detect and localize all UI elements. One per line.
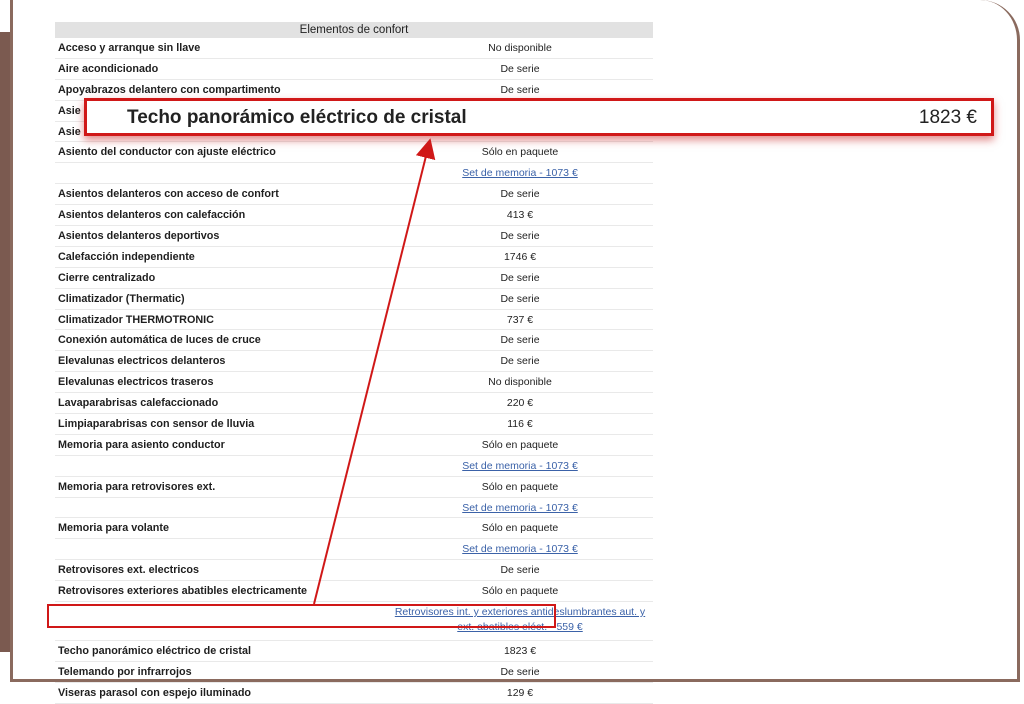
row-value: De serie: [500, 62, 540, 75]
package-link[interactable]: Set de memoria - 1073 €: [462, 501, 578, 514]
row-label: Techo panorámico eléctrico de cristal: [58, 645, 252, 658]
package-link[interactable]: Set de memoria - 1073 €: [462, 167, 578, 180]
row-value: 1746 €: [503, 250, 537, 263]
row-value: De serie: [500, 292, 540, 305]
row-value: De serie: [500, 665, 540, 678]
package-link[interactable]: Set de memoria - 1073 €: [462, 459, 578, 472]
row-label: Calefacción independiente: [58, 250, 195, 263]
row-value: De serie: [500, 83, 540, 96]
row-value: Sólo en paquete: [481, 438, 559, 451]
row-value: 116 €: [507, 418, 533, 431]
row-label: Elevalunas electricos delanteros: [58, 355, 226, 368]
package-link[interactable]: Set de memoria - 1073 €: [462, 543, 578, 556]
row-label: Cierre centralizado: [58, 271, 156, 284]
row-label: Lavaparabrisas calefaccionado: [58, 397, 219, 410]
row-label: Memoria para retrovisores ext.: [58, 480, 216, 493]
callout-title: Techo panorámico eléctrico de cristal: [127, 107, 467, 128]
row-label: Retrovisores exteriores abatibles electricamente: [58, 585, 308, 598]
row-label: Asiento del conductor con ajuste eléctrico: [58, 146, 276, 159]
row-label: Limpiaparabrisas con sensor de lluvia: [58, 418, 255, 431]
row-label: Elevalunas electricos traseros: [58, 376, 214, 389]
row-value: De serie: [500, 188, 540, 201]
row-value: De serie: [500, 230, 540, 243]
row-label: Telemando por infrarrojos: [58, 665, 192, 678]
row-label: Conexión automática de luces de cruce: [58, 334, 261, 347]
row-value: 737 €: [506, 313, 534, 326]
row-label: Asientos delanteros con acceso de confort: [58, 188, 279, 201]
row-value: De serie: [500, 564, 540, 577]
row-value: De serie: [500, 271, 540, 284]
row-value: De serie: [500, 334, 540, 347]
row-label: Asientos delanteros con calefacción: [58, 209, 246, 222]
row-label: Aire acondicionado: [58, 62, 159, 75]
row-label: Asie: [58, 125, 81, 138]
row-label: Asie: [58, 104, 81, 117]
row-value: No disponible: [488, 42, 552, 54]
row-value: 1823 €: [503, 645, 537, 658]
row-label: Asientos delanteros deportivos: [58, 230, 220, 243]
package-link[interactable]: Retrovisores int. y exteriores antideslumbrantes aut. y ext. abatibles eléct. - 559 €: [394, 606, 646, 634]
row-label: Viseras parasol con espejo iluminado: [58, 686, 252, 699]
row-label: Memoria para asiento conductor: [58, 438, 225, 451]
row-value: Sólo en paquete: [481, 522, 559, 535]
row-label: Memoria para volante: [58, 522, 170, 535]
zoom-callout: [84, 98, 994, 136]
row-value: 129 €: [506, 686, 534, 699]
row-label: Retrovisores ext. electricos: [58, 564, 200, 577]
row-value: No disponible: [488, 376, 552, 389]
row-label: Climatizador THERMOTRONIC: [58, 313, 214, 326]
row-value: Sólo en paquete: [481, 585, 559, 598]
arrow-line: [314, 148, 428, 604]
row-label: Acceso y arranque sin llave: [58, 42, 201, 54]
row-value: De serie: [500, 355, 540, 368]
row-value: Sólo en paquete: [481, 480, 559, 493]
row-value: 220 €: [506, 397, 534, 410]
row-label: Climatizador (Thermatic): [58, 292, 185, 305]
row-value: Sólo en paquete: [481, 146, 559, 159]
row-label: Apoyabrazos delantero con compartimento: [58, 83, 281, 96]
table-header: Elementos de confort: [55, 22, 653, 38]
row-value: 413 €: [506, 209, 534, 222]
callout-price: 1823 €: [918, 107, 977, 128]
